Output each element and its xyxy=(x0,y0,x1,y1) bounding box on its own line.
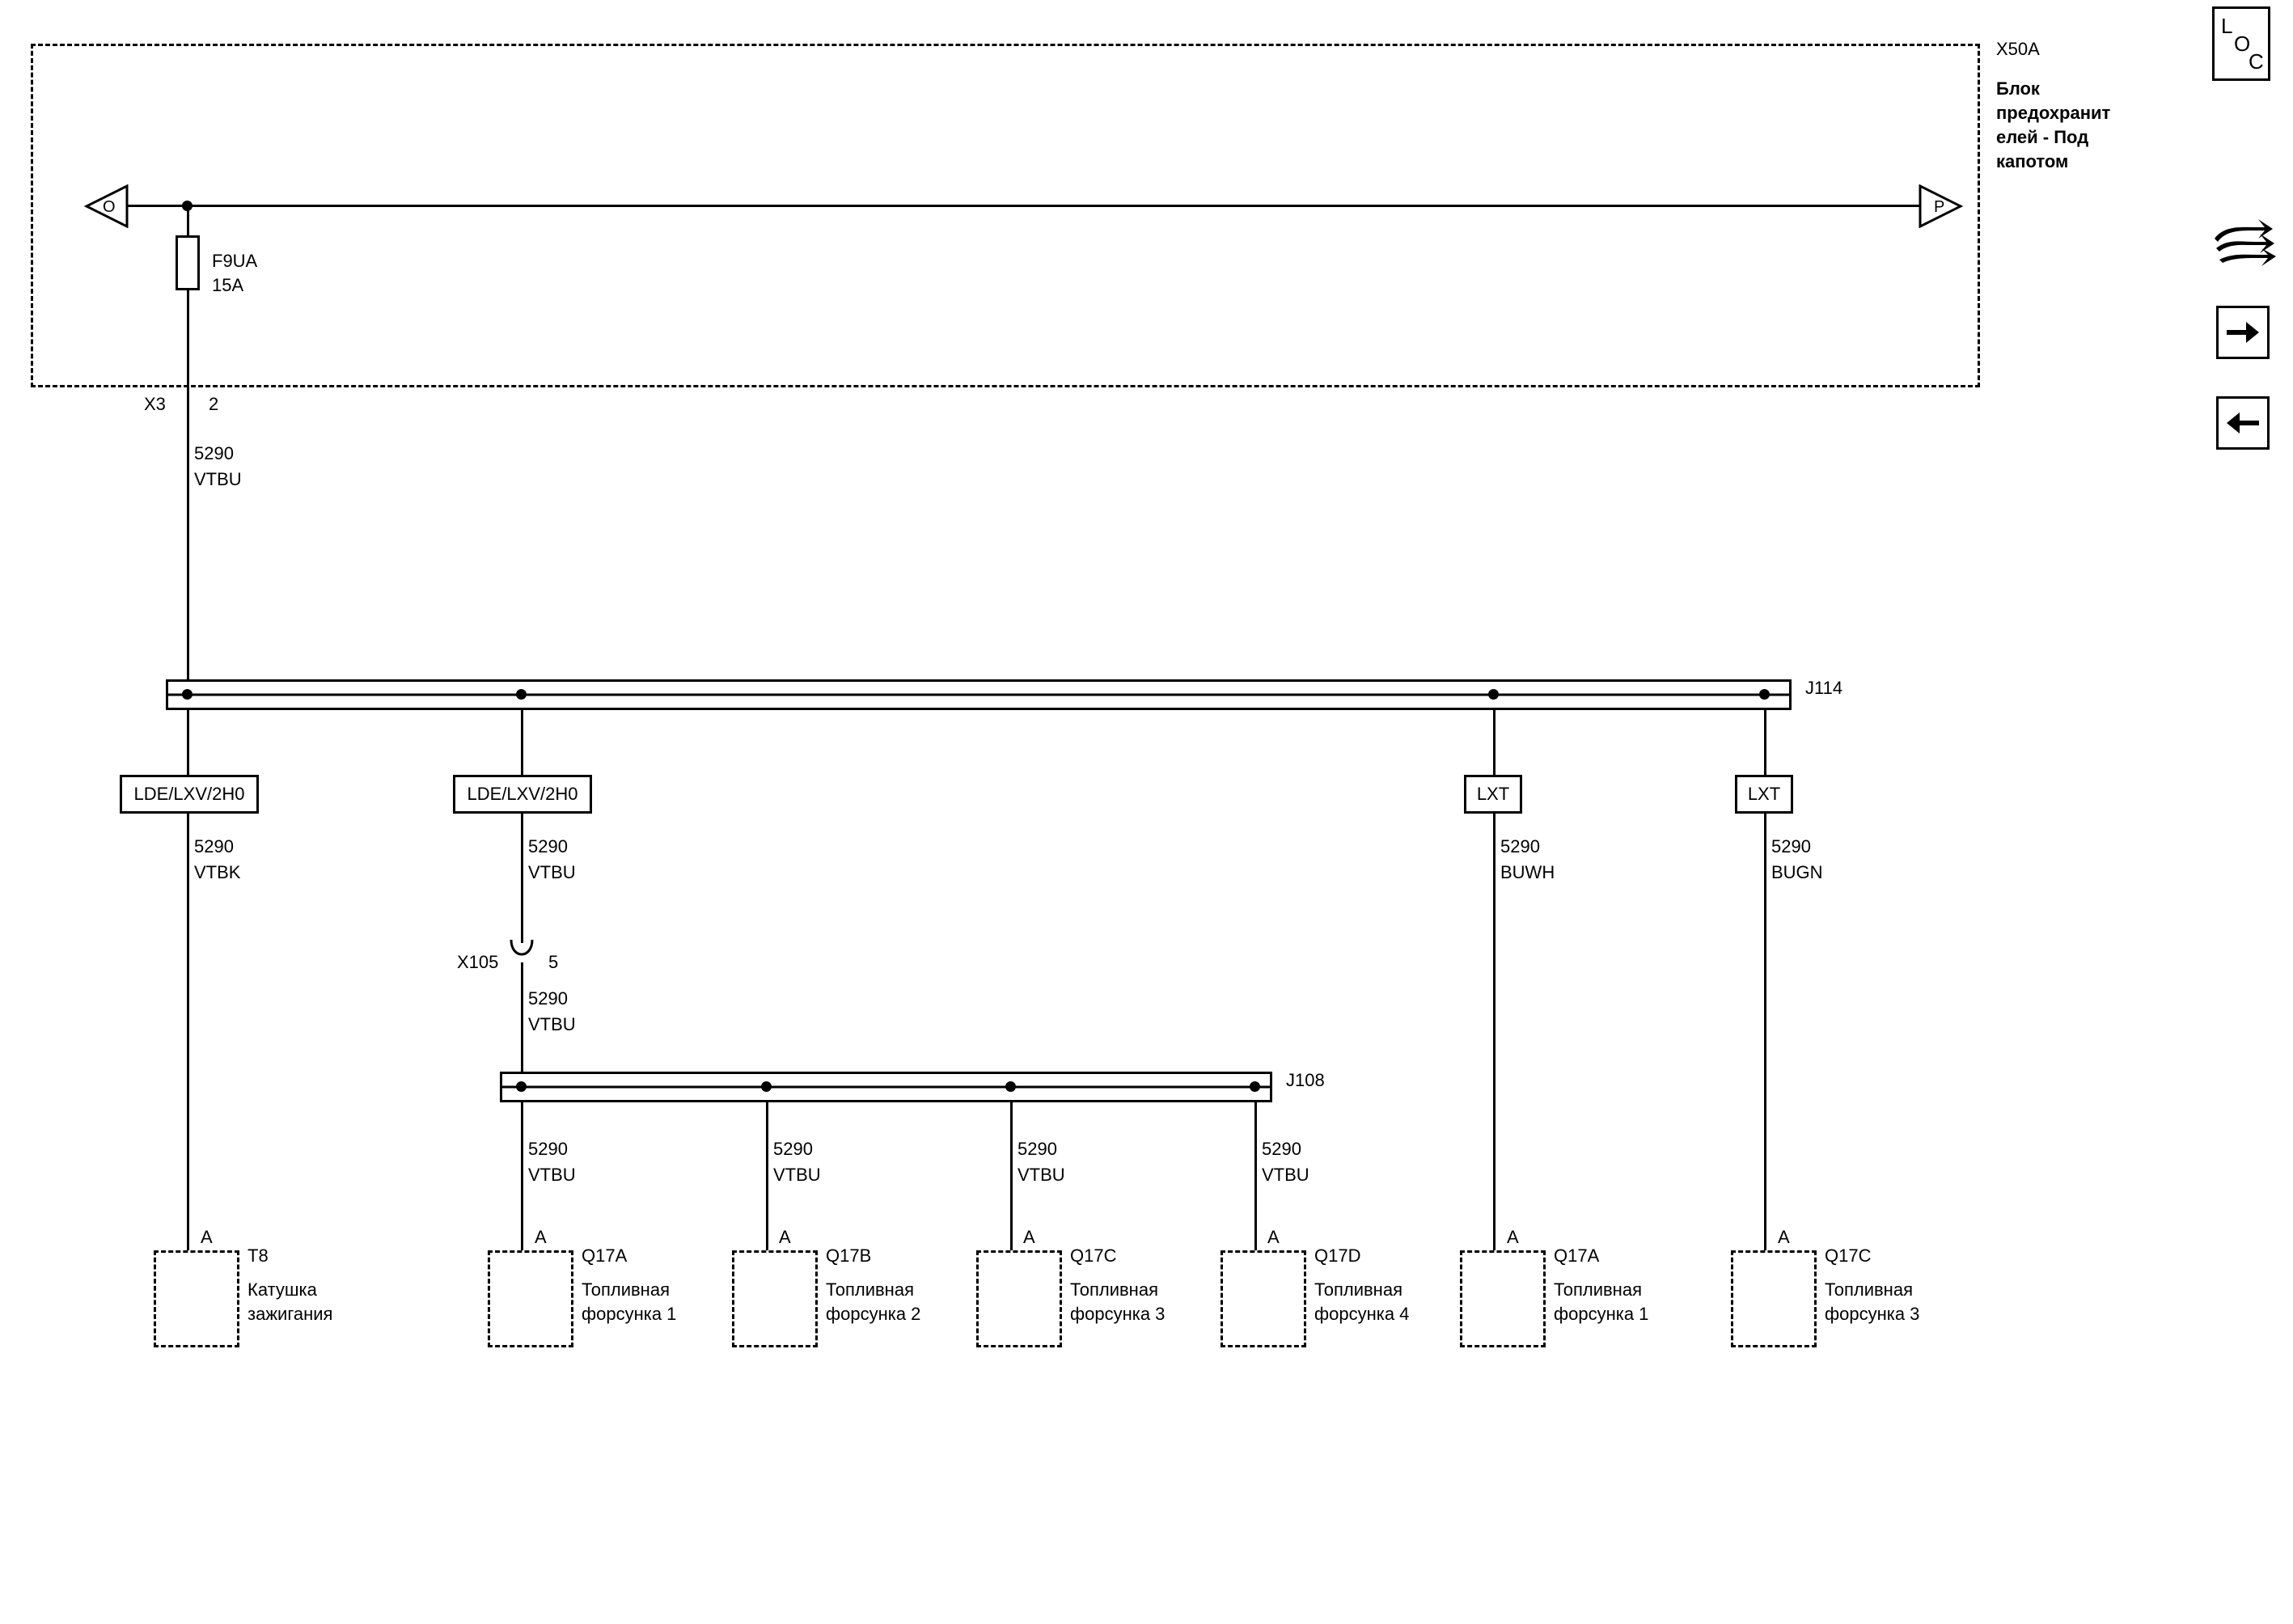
component-q17d-id: Q17D xyxy=(1314,1245,1361,1266)
wire-branch3 xyxy=(1493,814,1496,1250)
wire-color-7: VTBU xyxy=(1017,1165,1065,1185)
prev-page-arrow[interactable] xyxy=(2216,396,2270,450)
wire-branch4 xyxy=(1764,814,1766,1250)
component-q17c2-box xyxy=(1731,1250,1817,1347)
junction-dot-j114-d xyxy=(1759,689,1770,700)
component-q17c1-id: Q17C xyxy=(1070,1245,1117,1266)
component-q17a1-name: Топливная форсунка 1 xyxy=(582,1279,677,1324)
fuse-rating-label: 15A xyxy=(212,275,244,295)
wire-q17c-drop xyxy=(1010,1102,1013,1250)
fuse-block-id: X50A xyxy=(1996,39,2040,59)
component-q17a2-name: Топливная форсунка 1 xyxy=(1554,1279,1649,1324)
wire-j114-drop-1 xyxy=(187,710,189,776)
connector-x105-label: X105 xyxy=(457,952,499,972)
wire-branch2-lower xyxy=(521,962,523,1084)
wire-j114-drop-2 xyxy=(521,710,523,776)
splice-j114-label: J114 xyxy=(1805,678,1843,698)
component-q17b-pin: A xyxy=(779,1227,791,1247)
wire-q17d-drop xyxy=(1254,1102,1257,1250)
wire-circuit-1: 5290 xyxy=(194,443,234,463)
wire-circuit-4: 5290 xyxy=(528,988,568,1009)
wire-color-3: VTBU xyxy=(528,862,576,882)
wire-circuit-7: 5290 xyxy=(1017,1139,1057,1159)
component-t8-box xyxy=(154,1250,239,1347)
wire-j114-drop-3 xyxy=(1493,710,1496,776)
component-t8-name: Катушка зажигания xyxy=(247,1279,333,1324)
component-q17b-name: Топливная форсунка 2 xyxy=(826,1279,921,1324)
component-q17c2-name: Топливная форсунка 3 xyxy=(1825,1279,1920,1324)
wire-fuse-to-x3 xyxy=(187,290,189,691)
wire-circuit-2: 5290 xyxy=(194,836,234,856)
fuse-f9ua-symbol xyxy=(176,235,200,290)
connector-x105-pin: 5 xyxy=(548,952,559,972)
wire-color-6: VTBU xyxy=(773,1165,821,1185)
wiring-harness-icon[interactable] xyxy=(2208,206,2281,279)
wire-circuit-5: 5290 xyxy=(528,1139,568,1159)
component-q17a1-pin: A xyxy=(535,1227,547,1247)
wire-branch2-upper xyxy=(521,814,523,943)
junction-dot-j108-d xyxy=(1250,1081,1260,1092)
junction-dot-j114-a xyxy=(182,689,192,700)
wire-circuit-9: 5290 xyxy=(1500,836,1540,856)
wire-color-8: VTBU xyxy=(1262,1165,1309,1185)
component-q17c1-box xyxy=(976,1250,1062,1347)
option-code-box-3: LXT xyxy=(1464,775,1522,814)
loc-letter-c: C xyxy=(2249,49,2264,74)
connector-x3-label: X3 xyxy=(144,394,166,414)
component-q17b-id: Q17B xyxy=(826,1245,872,1266)
page-connector-right-label: P xyxy=(1934,198,1945,216)
junction-dot-j114-c xyxy=(1488,689,1499,700)
component-q17a2-id: Q17A xyxy=(1554,1245,1600,1266)
location-indicator[interactable] xyxy=(2212,6,2270,81)
option-code-box-2: LDE/LXV/2H0 xyxy=(453,775,592,814)
wire-color-5: VTBU xyxy=(528,1165,576,1185)
wire-q17b-drop xyxy=(766,1102,768,1250)
fuse-id-label: F9UA xyxy=(212,251,258,271)
loc-letter-o: O xyxy=(2234,32,2251,56)
wire-color-9: BUWH xyxy=(1500,862,1555,882)
junction-dot-j108-c xyxy=(1005,1081,1016,1092)
option-code-box-4: LXT xyxy=(1735,775,1793,814)
wire-color-4: VTBU xyxy=(528,1014,576,1034)
component-q17a1-box xyxy=(488,1250,573,1347)
option-code-box-1: LDE/LXV/2H0 xyxy=(120,775,259,814)
page-connector-left-label: O xyxy=(103,198,116,216)
junction-dot-j108-a xyxy=(516,1081,527,1092)
splice-j114-bar xyxy=(166,679,1792,710)
component-q17c1-name: Топливная форсунка 3 xyxy=(1070,1279,1166,1324)
component-q17c2-id: Q17C xyxy=(1825,1245,1872,1266)
component-q17c1-pin: A xyxy=(1023,1227,1035,1247)
loc-letter-l: L xyxy=(2221,14,2233,38)
wire-color-10: BUGN xyxy=(1771,862,1823,882)
connector-x3-pin: 2 xyxy=(209,394,219,414)
component-t8-pin: A xyxy=(201,1227,213,1247)
splice-j108-bar xyxy=(500,1072,1272,1102)
component-q17a1-id: Q17A xyxy=(582,1245,628,1266)
wire-circuit-3: 5290 xyxy=(528,836,568,856)
component-q17a2-box xyxy=(1460,1250,1546,1347)
wire-branch1 xyxy=(187,814,189,1250)
fuse-block-name: Блок предохранит елей - Под капотом xyxy=(1996,78,2111,171)
component-t8-id: T8 xyxy=(247,1245,269,1266)
wire-j114-drop-4 xyxy=(1764,710,1766,776)
wire-circuit-10: 5290 xyxy=(1771,836,1811,856)
junction-dot-j114-b xyxy=(516,689,527,700)
wire-feed-to-fuse xyxy=(187,205,189,237)
next-page-arrow[interactable] xyxy=(2216,306,2270,359)
wire-circuit-6: 5290 xyxy=(773,1139,813,1159)
component-q17d-pin: A xyxy=(1267,1227,1280,1247)
wire-circuit-8: 5290 xyxy=(1262,1139,1301,1159)
junction-dot-j108-b xyxy=(761,1081,772,1092)
wire-color-2: VTBK xyxy=(194,862,241,882)
splice-j108-label: J108 xyxy=(1286,1070,1325,1090)
component-q17c2-pin: A xyxy=(1778,1227,1790,1247)
fuse-block-x50a-boundary xyxy=(31,44,1980,387)
wire-color-1: VTBU xyxy=(194,469,242,489)
component-q17a2-pin: A xyxy=(1507,1227,1519,1247)
fuse-block-feed-line xyxy=(125,205,1923,207)
component-q17d-name: Топливная форсунка 4 xyxy=(1314,1279,1410,1324)
wire-q17a-drop xyxy=(521,1102,523,1250)
component-q17b-box xyxy=(732,1250,818,1347)
component-q17d-box xyxy=(1221,1250,1306,1347)
